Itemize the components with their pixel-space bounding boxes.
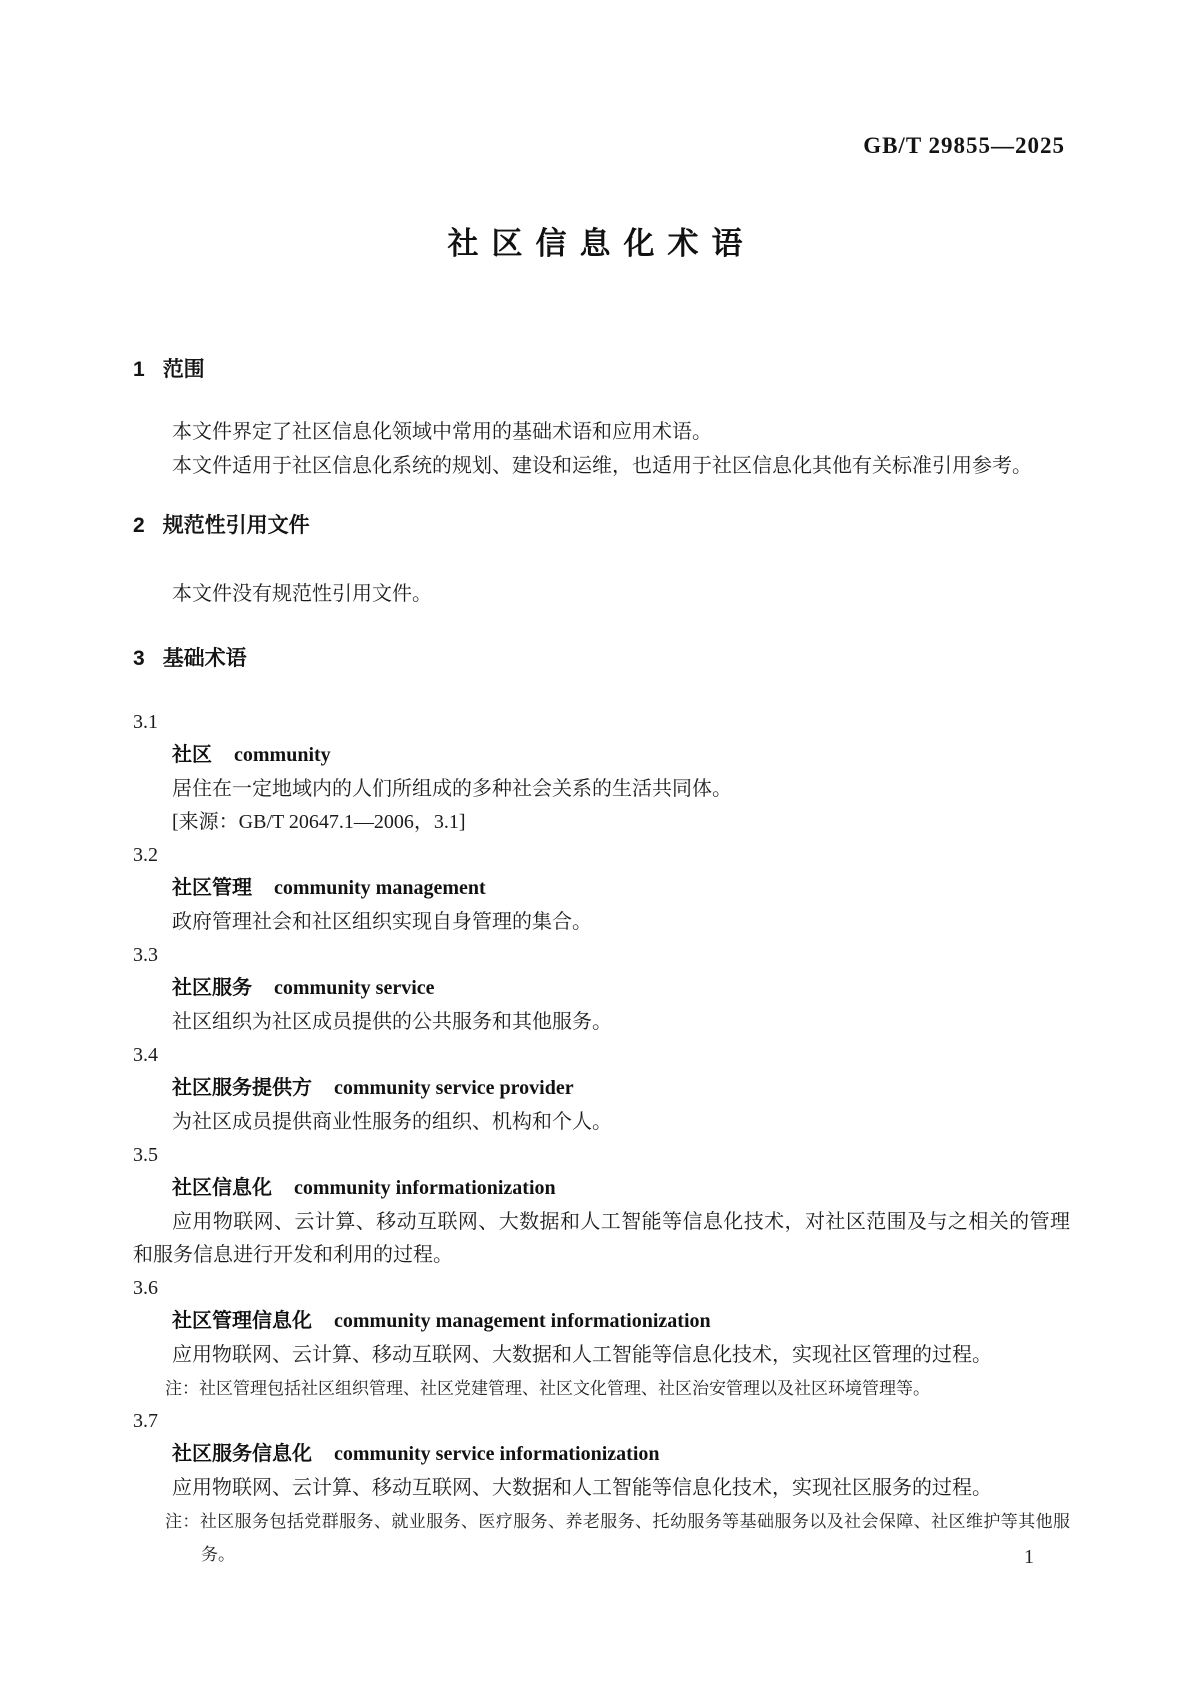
term-en: community service informationization — [334, 1443, 660, 1465]
term-zh: 社区服务信息化 — [172, 1443, 312, 1465]
section-1-paragraphs — [133, 415, 1070, 483]
section-number: 3 — [133, 647, 145, 670]
term-definition: 应用物联网、云计算、移动互联网、大数据和人工智能等信息化技术，实现社区管理的过程。 — [172, 1344, 992, 1366]
term-number: 3.2 — [133, 844, 158, 866]
paragraph: 本文件适用于社区信息化系统的规划、建设和运维，也适用于社区信息化其他有关标准引用参考。 — [172, 455, 1032, 477]
document-title: 社区信息化术语 — [447, 226, 756, 261]
term-entry — [133, 1039, 1070, 1139]
term-definition: 应用物联网、云计算、移动互联网、大数据和人工智能等信息化技术，对社区范围及与之相关的管理和服务信息进行开发和利用的过程。 — [133, 1211, 1070, 1266]
term-en: community management informationization — [334, 1310, 711, 1332]
term-entry — [133, 839, 1070, 939]
term-line — [172, 1305, 1070, 1339]
section-heading-text: 规范性引用文件 — [162, 514, 310, 537]
term-definition: 居住在一定地域内的人们所组成的多种社会关系的生活共同体。 — [172, 778, 732, 800]
term-entry — [133, 706, 1070, 839]
term-zh: 社区管理 — [172, 877, 252, 899]
term-note: 注：社区服务包括党群服务、就业服务、医疗服务、养老服务、托幼服务等基础服务以及社会保障、社区维护等其他服务。 — [165, 1512, 1070, 1564]
standard-code: GB/T 29855—2025 — [863, 133, 1065, 158]
term-line — [172, 739, 1070, 773]
section-1-heading — [133, 355, 1070, 385]
term-number: 3.6 — [133, 1277, 158, 1299]
term-source: [来源：GB/T 20647.1—2006，3.1] — [172, 811, 466, 833]
term-line — [172, 1072, 1070, 1106]
term-zh: 社区服务提供方 — [172, 1077, 312, 1099]
term-zh: 社区管理信息化 — [172, 1310, 312, 1332]
term-number: 3.1 — [133, 711, 158, 733]
term-entry — [133, 939, 1070, 1039]
term-number: 3.4 — [133, 1044, 158, 1066]
term-zh: 社区服务 — [172, 977, 252, 999]
term-line — [172, 1438, 1070, 1472]
term-definition: 应用物联网、云计算、移动互联网、大数据和人工智能等信息化技术，实现社区服务的过程。 — [172, 1477, 992, 1499]
section-number: 2 — [133, 514, 145, 537]
term-en: community service — [274, 977, 435, 999]
term-entry — [133, 1272, 1070, 1405]
section-number: 1 — [133, 358, 145, 381]
term-en: community — [234, 744, 331, 766]
term-entry — [133, 1139, 1070, 1272]
term-number: 3.7 — [133, 1410, 158, 1432]
term-line — [172, 1172, 1070, 1206]
section-heading-text: 范围 — [162, 358, 205, 381]
term-line — [172, 872, 1070, 906]
term-number: 3.5 — [133, 1144, 158, 1166]
page-number: 1 — [1024, 1546, 1034, 1568]
paragraph: 本文件界定了社区信息化领域中常用的基础术语和应用术语。 — [172, 421, 712, 443]
term-en: community service provider — [334, 1077, 574, 1099]
term-en: community management — [274, 877, 486, 899]
term-zh: 社区 — [172, 744, 212, 766]
term-note: 注：社区管理包括社区组织管理、社区党建管理、社区文化管理、社区治安管理以及社区环境管理等。 — [165, 1379, 930, 1398]
section-3-heading — [133, 644, 1070, 674]
terms-list — [133, 706, 1070, 1571]
term-en: community informationization — [294, 1177, 556, 1199]
term-entry — [133, 1405, 1070, 1571]
term-definition: 社区组织为社区成员提供的公共服务和其他服务。 — [172, 1011, 612, 1033]
term-definition: 为社区成员提供商业性服务的组织、机构和个人。 — [172, 1111, 612, 1133]
term-zh: 社区信息化 — [172, 1177, 272, 1199]
paragraph: 本文件没有规范性引用文件。 — [172, 583, 432, 605]
term-line — [172, 972, 1070, 1006]
term-number: 3.3 — [133, 944, 158, 966]
term-definition: 政府管理社会和社区组织实现自身管理的集合。 — [172, 911, 592, 933]
section-heading-text: 基础术语 — [162, 647, 247, 670]
section-2-heading — [133, 511, 1070, 541]
section-2-paragraphs — [133, 577, 1070, 611]
